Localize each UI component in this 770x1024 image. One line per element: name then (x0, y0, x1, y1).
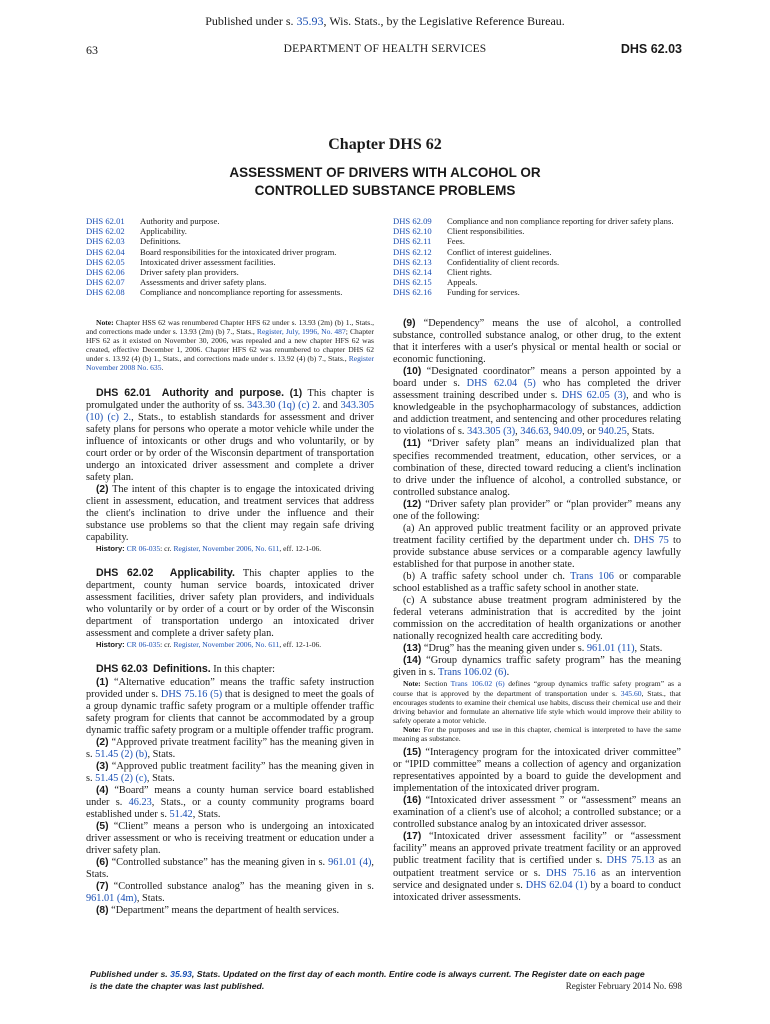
toc-desc: Conflict of interest guidelines. (447, 246, 552, 257)
definition-text: . (506, 667, 510, 679)
definition-text: , (548, 426, 554, 438)
subsection-number: (6) (96, 857, 109, 869)
statute-link[interactable]: 51.45 (2) (c) (95, 772, 147, 784)
definition-text: , Stats. (147, 748, 176, 760)
toc-link[interactable]: DHS 62.03 (86, 236, 125, 247)
toc-row (393, 267, 673, 277)
statute-link[interactable]: Trans 106 (570, 570, 614, 582)
statute-link[interactable]: 961.01 (4) (328, 857, 372, 869)
definition (86, 785, 374, 821)
publication-banner (0, 14, 770, 29)
toc-left (86, 216, 342, 298)
subsection (86, 484, 374, 544)
definition-paragraph (393, 595, 681, 643)
definition-text: , Stats., or a county community programs board established under s. (86, 796, 374, 821)
definition-text: who has completed the driver assessment training described under s. (393, 378, 681, 402)
toc-row (393, 226, 673, 236)
section-62-02 (86, 567, 374, 640)
toc-row (393, 236, 673, 246)
history-text: , eff. 12-1-06. (279, 640, 322, 650)
banner-text: Published under s. (205, 14, 297, 28)
definition (86, 677, 374, 737)
subsection-number: (2) (96, 483, 109, 495)
cr-link[interactable]: CR 06-035 (126, 544, 161, 554)
statute-link[interactable]: 343.305 (10) (c) 2. (86, 399, 374, 423)
toc-row (86, 247, 342, 257)
definition-text: , Stats. (146, 772, 175, 784)
definition-text: , (515, 426, 521, 438)
note-text: , Stats., that encourages students to examine their chemical use habits, discuss their chemical use and their driving behavior and formulate an alternative life style which would improve their ability to safely operate a motor vehicle. (393, 688, 681, 725)
statute-link[interactable]: Trans 106.02 (6) (450, 679, 505, 689)
section-text: In this chapter: (210, 664, 276, 676)
register-date: Register February 2014 No. 698 (565, 981, 682, 991)
toc-row (86, 226, 342, 236)
definition (393, 318, 681, 366)
toc-link[interactable]: DHS 62.10 (393, 226, 432, 237)
subsection-number: (15) (403, 747, 422, 759)
banner-text-suffix: , Wis. Stats., by the Legislative Reference Bureau. (323, 14, 565, 28)
definition (393, 643, 681, 655)
statute-link[interactable]: DHS 62.05 (3) (561, 390, 627, 402)
definition (393, 499, 681, 523)
right-column (393, 318, 681, 904)
toc-desc: Client responsibilities. (447, 226, 525, 237)
subsection-number: (8) (96, 905, 109, 917)
definition-text: “Drug” has the meaning given under s. (421, 643, 587, 655)
footer-statute-link[interactable]: 35.93 (170, 969, 192, 979)
toc-link[interactable]: DHS 62.16 (393, 287, 432, 298)
section-number: DHS 62.02 (96, 567, 154, 580)
toc-link[interactable]: DHS 62.01 (86, 216, 125, 226)
definition-text: “Intoxicated driver assessment ” or “assessment” means an examination of a client's use of alcohol; a controlled substance; or a controlled substance analog by an intoxicated driver assessor. (393, 795, 681, 831)
definition (393, 795, 681, 831)
statute-link[interactable]: DHS 75 (633, 534, 669, 546)
chapter-subtitle (0, 164, 770, 200)
department-header: DEPARTMENT OF HEALTH SERVICES (283, 43, 487, 55)
definition-text: , Stats. (634, 643, 663, 655)
statute-link[interactable]: DHS 75.13 (606, 855, 655, 867)
chapter-subtitle-line: CONTROLLED SUBSTANCE PROBLEMS (254, 183, 516, 198)
definition (393, 366, 681, 438)
statute-link[interactable]: 961.01 (4m) (86, 893, 137, 905)
register-link[interactable]: Register, July, 1996, No. 487 (256, 327, 346, 337)
definition-text: to provide substance abuse services or a comparable agency lawfully established for that purpose in another state. (393, 534, 681, 570)
toc-desc: Appeals. (447, 277, 478, 288)
history-text: : cr. (160, 544, 174, 554)
note-text: Chapter HSS 62 was renumbered Chapter HFS 62 under s. 13.93 (2m) (b) 1., Stats., and corrections made under s. 13.93 (2m) (b) 7., Stats., (86, 318, 374, 337)
subsection-number: (17) (403, 831, 422, 843)
section-title: Applicability. (169, 567, 235, 580)
toc-desc: Compliance and noncompliance reporting for assessments. (140, 287, 343, 298)
section-62-01 (86, 387, 374, 484)
definition (393, 831, 681, 903)
subsection-number: (11) (403, 438, 421, 450)
left-column (86, 318, 374, 917)
definition-text: “Board” means a county human service board established under s. (86, 784, 374, 808)
note-text: . (161, 363, 164, 373)
statute-link[interactable]: 51.42 (169, 809, 193, 821)
note-label: Note: (96, 318, 114, 327)
toc-desc: Driver safety plan providers. (140, 267, 239, 278)
section-text: and (320, 399, 341, 411)
history-note (86, 640, 374, 649)
subsection-number: (3) (96, 760, 109, 772)
toc-row (86, 267, 342, 277)
toc-row (393, 257, 673, 267)
toc-row (393, 216, 673, 226)
toc-desc: Funding for services. (447, 287, 520, 298)
subsection-number: (2) (96, 736, 109, 748)
definition-text: , or (582, 426, 599, 438)
subsection-number: (16) (403, 795, 422, 807)
definition-text: “Client” means a person who is undergoing an intoxicated driver assessment or who is receiving treatment or education under a driver safety plan. (86, 821, 374, 857)
cr-link[interactable]: CR 06-035 (126, 640, 161, 650)
definition-text: , and who is knowledgeable in the psychopharmacology of substances, addiction and addiction treatment, and sentencing and other procedures relating to violations of s. (393, 390, 682, 438)
toc-link[interactable]: DHS 62.13 (393, 256, 432, 267)
definition (86, 821, 374, 857)
toc-right (393, 216, 673, 298)
section-title: Authority and purpose. (161, 386, 285, 399)
footer-note (90, 968, 645, 992)
subsection-number: (1) (96, 676, 109, 688)
toc-link[interactable]: DHS 62.04 (86, 246, 125, 257)
definition-text: , Stats. (136, 893, 165, 905)
section-text: This chapter is promulgated under the authority of ss. (86, 387, 374, 411)
definition-note (393, 679, 681, 724)
toc-desc: Compliance and non compliance reporting for driver safety plans. (447, 216, 674, 226)
toc-row (86, 287, 342, 297)
definition-text: , Stats. (86, 857, 374, 881)
statute-link[interactable]: 940.25 (598, 426, 627, 438)
statute-link[interactable]: DHS 75.16 (5) (160, 688, 223, 700)
toc-desc: Assessments and driver safety plans. (140, 277, 267, 288)
definition-text: “Interagency program for the intoxicated driver committee” or “IPID committee” means a collection of agency and organization representatives appointed by a board to guide the development and implementation of the intoxicated driver program. (393, 747, 681, 795)
toc-link[interactable]: DHS 62.15 (393, 277, 432, 288)
statute-link[interactable]: 346.63 (520, 426, 549, 438)
statute-link[interactable]: 51.45 (2) (b) (95, 748, 148, 760)
toc-row (86, 216, 342, 226)
definition-text: that is designed to meet the goals of a group dynamic traffic safety program or a multiple offender traffic safety program for clients that cannot be accommodated by a group dynamic traffic safety program or a multiple offender traffic program. (86, 688, 375, 736)
footer-line: is the date the chapter was last published. (90, 981, 265, 991)
subsection-number: (5) (96, 821, 109, 833)
definition-text: “Approved public treatment facility” has the meaning given in s. (86, 760, 374, 784)
toc-desc: Board responsibilities for the intoxicated driver program. (140, 246, 337, 257)
definition-text: “Intoxicated driver assessment facility” or “assessment facility” means an approved private treatment facility or an approved public treatment facility that is certified under s. (393, 831, 681, 867)
definition-text: or comparable school established as a traffic safety school in another state. (393, 570, 681, 595)
toc-link[interactable]: DHS 62.11 (393, 236, 432, 247)
toc-link[interactable]: DHS 62.06 (86, 267, 125, 278)
statute-link[interactable]: 961.01 (11) (586, 643, 635, 655)
definition-text: as an intervention service and designated under s. (393, 867, 682, 891)
history-text: : cr. (160, 640, 174, 650)
section-title: Definitions. (152, 663, 211, 676)
definition (393, 438, 681, 498)
definition-text: (a) An approved public treatment facility or an approved private treatment facility certified by the department under ch. (393, 522, 681, 546)
toc-row (86, 257, 342, 267)
statute-link[interactable]: DHS 62.04 (5) (466, 378, 536, 390)
register-link[interactable]: Register, November 2006, No. 611 (173, 544, 280, 554)
section-62-03 (86, 663, 374, 676)
definition-text: “Approved private treatment facility” has the meaning given in s. (86, 736, 374, 760)
toc-desc: Authority and purpose. (140, 216, 220, 226)
footer-text: Published under s. (90, 969, 171, 979)
definition-text: “Department” means the department of health services. (108, 905, 340, 917)
definition (393, 655, 681, 679)
definition (86, 905, 374, 917)
note-label: Note: (403, 679, 421, 689)
toc-row (393, 287, 673, 297)
definition-text: “Dependency” means the use of alcohol, a controlled substance, controlled substance analog, or other drug, to the extent that it interferes with a user's physical or mental health or social or economic functioning. (393, 318, 681, 366)
subsection-number: (10) (403, 366, 422, 378)
definition-text: “Alternative education” means the traffic safety instruction provided under s. (86, 676, 374, 700)
definition (86, 881, 374, 905)
toc-link[interactable]: DHS 62.08 (86, 287, 125, 298)
definition (86, 761, 374, 785)
section-text: , Stats., to establish standards for assessment and driver safety plans for persons who operate a motor vehicle while under the influence of intoxicants or other drugs and who voluntarily, or by court order or by order of the Wisconsin department of transportation undergo an intoxicated driver assessment and complete a driver safety plan. (86, 411, 374, 483)
toc-desc: Fees. (447, 236, 465, 247)
history-label: History: (96, 544, 125, 554)
subsection-number: (12) (403, 498, 422, 510)
page-number: 63 (86, 43, 98, 57)
subsection-number: (7) (96, 881, 109, 893)
toc-desc: Definitions. (140, 236, 181, 247)
subsection-number: (4) (96, 784, 109, 796)
subsection-number: (9) (403, 318, 416, 329)
chapter-title: Chapter DHS 62 (328, 136, 442, 153)
note-text: defines “group dynamics traffic safety program” as a course that is approved by the department of transportation under s. (393, 679, 682, 698)
register-link[interactable]: Register November 2008 No. 635 (86, 354, 374, 373)
banner-statute-link[interactable]: 35.93 (296, 14, 324, 28)
toc-link[interactable]: DHS 62.05 (86, 256, 125, 267)
footer-text: , Stats. Updated on the first day of each month. Entire code is always current. The Register date on each page (191, 969, 645, 979)
subsection-number: (14) (403, 655, 422, 667)
definition-text: , Stats. (192, 809, 221, 821)
toc-row (86, 277, 342, 287)
definition-text: “Group dynamics traffic safety program” has the meaning given in s. (393, 655, 681, 679)
definition-text: “Designated coordinator” means a person appointed by a board under s. (393, 366, 681, 390)
definition (393, 747, 681, 795)
definition-text: (b) A traffic safety school under ch. (403, 570, 571, 582)
footer-line (90, 968, 645, 980)
toc-desc: Applicability. (140, 226, 187, 237)
toc-link[interactable]: DHS 62.02 (86, 226, 125, 237)
definition-note (393, 725, 681, 743)
toc-link[interactable]: DHS 62.12 (393, 246, 432, 257)
statute-link[interactable]: 345.60 (620, 688, 642, 698)
toc-link[interactable]: DHS 62.07 (86, 277, 125, 288)
note-text: For the purposes and use in this chapter, chemical is interpreted to have the same meaning as substance. (393, 724, 681, 743)
toc-link[interactable]: DHS 62.14 (393, 267, 432, 278)
statute-link[interactable]: 343.305 (3) (467, 426, 516, 438)
subsection-number: (13) (403, 643, 422, 655)
toc-desc: Client rights. (447, 267, 492, 278)
subsection-number: (1) (289, 387, 303, 399)
definition-text: , Stats. (626, 426, 655, 438)
definition (86, 737, 374, 761)
statute-link[interactable]: 343.30 (1q) (c) 2. (247, 399, 321, 411)
toc-row (393, 247, 673, 257)
definition (86, 857, 374, 881)
history-text: , eff. 12-1-06. (279, 544, 322, 554)
history-label: History: (96, 640, 125, 650)
definition-text: “Controlled substance” has the meaning given in s. (108, 857, 329, 869)
toc-row (393, 277, 673, 287)
renumbering-note (86, 318, 374, 373)
section-text: The intent of this chapter is to engage the intoxicated driving client in assessment, education, and treatment services that address the client's inclination to drive under the influence and their substance use problems so that the client may regain safe driving capability. (86, 483, 374, 544)
note-text: ; Chapter HFS 62 as it existed on November 30, 2006, was repealed and a new chapter HFS 62 was created, effective December 1, 2006. Chapter HFS 62 was renumbered to chapter DHS 62 under s. 13.92 (4) (b) 1., Stats., and corrections made under s. 13.92 (4) (b) 7., Stats., (86, 327, 375, 364)
statute-link[interactable]: Trans 106.02 (6) (438, 667, 507, 679)
definition-text: “Controlled substance analog” has the meaning given in s. (108, 881, 374, 893)
definition-paragraph (393, 571, 681, 595)
definition-text: “Driver safety plan” means an individualized plan that specifies recommended treatment, education, other services, or a combination of these, directed toward reducing a client's inclination to drive under the influence of alcohol, a controlled substance, or controlled substance analog. (393, 438, 681, 498)
register-link[interactable]: Register, November 2006, No. 611 (173, 640, 280, 650)
note-text: Section (420, 679, 451, 689)
statute-link[interactable]: DHS 75.16 (546, 867, 596, 879)
toc-row (86, 236, 342, 246)
definition-text: (c) A substance abuse treatment program administered by the federal veterans administration that is accredited by the joint commission on the accreditation of health organizations or another nationally recognized health care accrediting body. (393, 595, 681, 643)
definition-text: by a board to conduct intoxicated driver assessments. (393, 879, 681, 903)
note-label: Note: (403, 724, 421, 734)
toc-link[interactable]: DHS 62.09 (393, 216, 432, 226)
statute-link[interactable]: 940.09 (553, 426, 583, 438)
toc-desc: Intoxicated driver assessment facilities. (140, 256, 276, 267)
section-text: This chapter applies to the department, county human service boards, intoxicated driver assessment facilities, driver safety plan providers, and individuals who voluntarily or by order of a court or by order of the Wisconsin department of transportation undergo an intoxicated driver assessment and complete a driver safety plan. (86, 568, 374, 640)
section-number: DHS 62.01 (96, 386, 151, 399)
code-header: DHS 62.03 (620, 42, 682, 56)
history-note (86, 544, 374, 553)
definition-text: as an outpatient treatment service or s. (393, 855, 681, 879)
definition-text: “Driver safety plan provider” or “plan provider” means any one of the following: (393, 498, 681, 522)
chapter-subtitle-line: ASSESSMENT OF DRIVERS WITH ALCOHOL OR (229, 165, 541, 180)
toc-desc: Confidentiality of client records. (447, 256, 560, 267)
statute-link[interactable]: 46.23 (128, 796, 152, 808)
section-number: DHS 62.03 (96, 663, 148, 676)
statute-link[interactable]: DHS 62.04 (1) (525, 879, 588, 891)
definition-paragraph (393, 523, 681, 571)
